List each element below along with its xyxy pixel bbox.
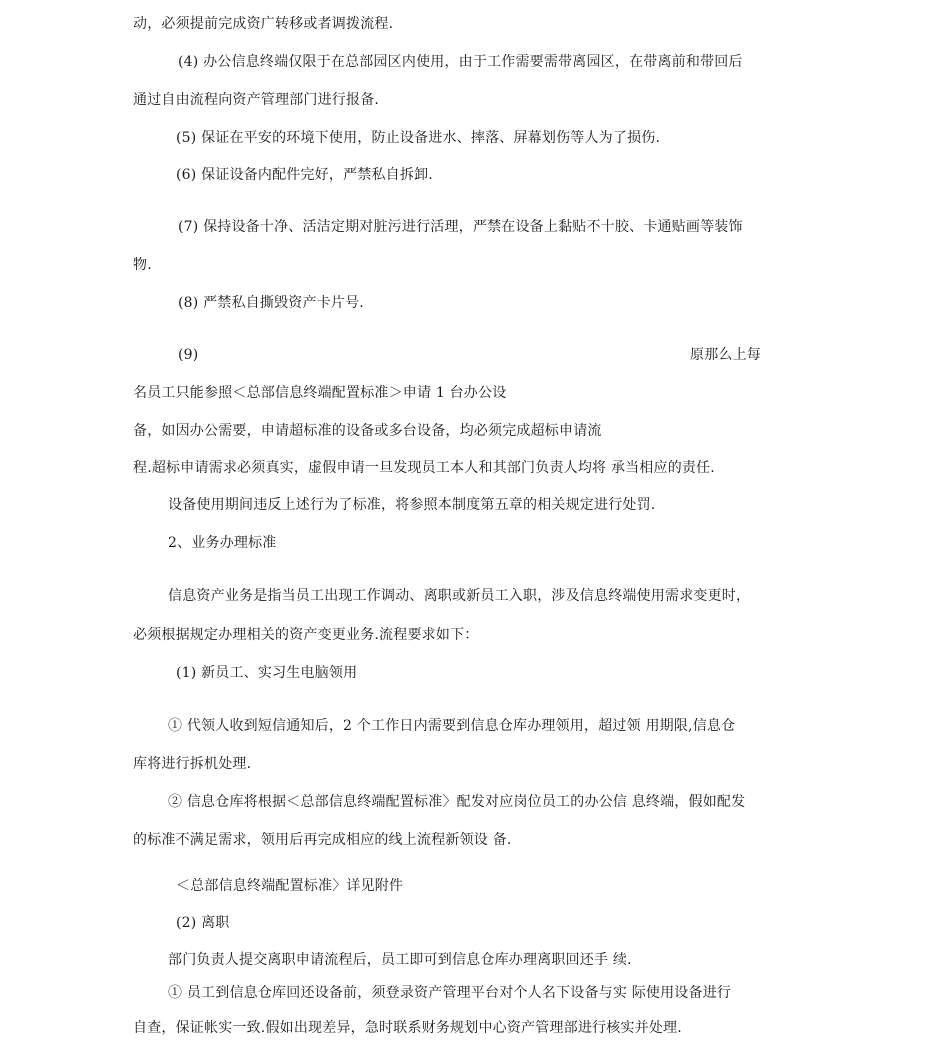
text-line-25: ① 员工到信息仓库回还设备前，须登录资产管理平台对个人名下设备与实 际使用设备进行: [168, 985, 732, 1001]
text-line-1: 动，必须提前完成资广转移或者调拨流程.: [133, 16, 394, 32]
subheading-resignation: (2) 离职: [176, 915, 230, 931]
text-line-3: 通过自由流程向资产管理部门进行报备.: [133, 92, 380, 108]
text-line-26: 自查，保证帐实一致.假如出现差异，急时联系财务规划中心资产管理部进行核实并处理.: [133, 1020, 682, 1036]
text-line-2: (4) 办公信息终端仅限于在总部园区内使用，由于工作需要需带离园区，在带离前和带回后: [178, 54, 743, 70]
text-line-20: ② 信息仓库将根据＜总部信息终端配置标准〉配发对应岗位员工的办公信 息终端，假如配发: [168, 794, 746, 810]
text-line-9: (9): [178, 347, 199, 363]
text-line-12: 程.超标申请需求必须真实，虚假申请一旦发现员工本人和其部门负责人均将 承当相应的责任.: [133, 460, 715, 476]
section-heading: 2、业务办理标准: [168, 535, 277, 551]
text-line-18: ① 代领人收到短信通知后，2 个工作日内需要到信息仓库办理领用，超过领 用期限,信息仓: [168, 718, 736, 734]
text-line-6: (7) 保持设备十净、活洁定期对脏污进行活理，严禁在设备上黏贴不十胶、卡通贴画等装饰: [178, 219, 743, 235]
text-line-4: (5) 保证在平安的环境下使用，防止设备进水、摔落、屏幕划伤等人为了损伤.: [176, 130, 661, 146]
text-line-24: 部门负责人提交离职申请流程后，员工即可到信息仓库办理离职回还手 续.: [168, 952, 632, 968]
text-line-16: 必须根据规定办理相关的资产变更业务.流程要求如下：: [133, 627, 479, 643]
text-line-15: 信息资产业务是指当员工出现工作调动、离职或新员工入职，涉及信息终端使用需求变更时，: [168, 588, 751, 604]
text-line-9b: 原那么上每: [690, 347, 761, 363]
text-line-5: (6) 保证设备内配件完好，严禁私自拆卸.: [176, 167, 433, 183]
text-line-8: (8) 严禁私自撕毁资产卡片号.: [178, 295, 364, 311]
text-line-13: 设备使用期间违反上述行为了标准，将参照本制度第五章的相关规定进行处罚.: [168, 497, 656, 513]
text-line-7: 物.: [133, 257, 152, 273]
text-line-21: 的标准不满足需求，领用后再完成相应的线上流程新领设 备.: [133, 832, 512, 848]
text-line-19: 库将进行拆机处理.: [133, 756, 252, 772]
text-line-10: 名员工只能参照＜总部信息终端配置标准＞申请 1 台办公设: [133, 385, 507, 401]
subheading-new-employee: (1) 新员工、实习生电脑领用: [176, 665, 358, 681]
text-line-11: 备，如因办公需要，申请超标准的设备或多台设备，均必须完成超标申请流: [133, 423, 602, 439]
text-line-22: ＜总部信息终端配置标准〉详见附件: [176, 878, 404, 894]
